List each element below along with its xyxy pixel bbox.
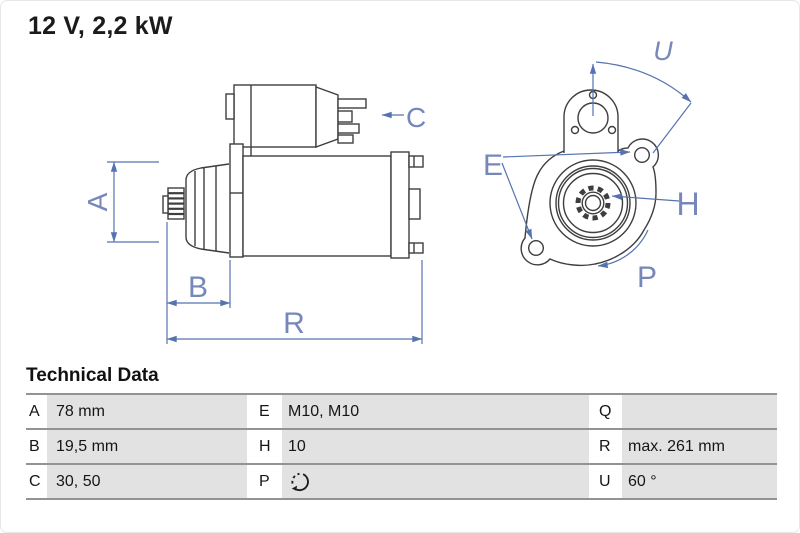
param-value-h: 10	[282, 430, 589, 463]
solenoid-terminals	[338, 99, 366, 143]
dimension-label-r: R	[283, 307, 305, 340]
param-key-c: C	[26, 465, 47, 498]
dimension-label-e: E	[482, 149, 504, 182]
dimension-label-p: P	[636, 261, 658, 294]
dimension-label-u: U	[653, 36, 673, 66]
pinion-gear-side	[163, 188, 184, 219]
param-key-a: A	[26, 395, 47, 428]
param-key-r: R	[589, 430, 622, 463]
motor-body	[243, 156, 391, 256]
param-key-q: Q	[589, 395, 622, 428]
starter-motor-technical-drawing	[1, 1, 800, 361]
end-cap	[391, 152, 409, 258]
mounting-flange-plate	[230, 144, 243, 257]
pinion-gear-front	[578, 188, 608, 218]
param-value-q	[622, 395, 777, 428]
solenoid-body	[234, 85, 316, 147]
param-value-c: 30, 50	[47, 465, 247, 498]
param-key-b: B	[26, 430, 47, 463]
param-key-h: H	[247, 430, 282, 463]
technical-data-table	[26, 393, 777, 500]
param-value-p	[282, 465, 589, 498]
side-view-drawing	[163, 85, 423, 258]
bolt-hole-upper	[635, 148, 650, 163]
bolt-hole-lower	[529, 241, 544, 256]
param-value-a: 78 mm	[47, 395, 247, 428]
table-row	[26, 395, 777, 430]
dimension-label-h: H	[676, 186, 700, 222]
param-key-u: U	[589, 465, 622, 498]
dimension-label-a: A	[82, 192, 113, 212]
technical-data-heading: Technical Data	[26, 365, 159, 386]
shaft-nose	[163, 196, 168, 213]
clockwise-rotation-icon	[288, 469, 313, 494]
param-value-r: max. 261 mm	[622, 430, 777, 463]
param-key-p: P	[247, 465, 282, 498]
front-view-dimensions	[483, 36, 700, 294]
param-value-b: 19,5 mm	[47, 430, 247, 463]
table-row	[26, 430, 777, 465]
solenoid-cap	[316, 87, 338, 147]
param-value-u: 60 °	[622, 465, 777, 498]
param-key-e: E	[247, 395, 282, 428]
page-title: 12 V, 2,2 kW	[28, 12, 173, 40]
front-view-drawing	[521, 90, 658, 265]
table-row	[26, 465, 777, 500]
param-value-e: M10, M10	[282, 395, 589, 428]
drive-end-housing	[186, 164, 229, 253]
dimension-label-b: B	[187, 271, 209, 304]
dimension-label-c: C	[406, 102, 427, 133]
